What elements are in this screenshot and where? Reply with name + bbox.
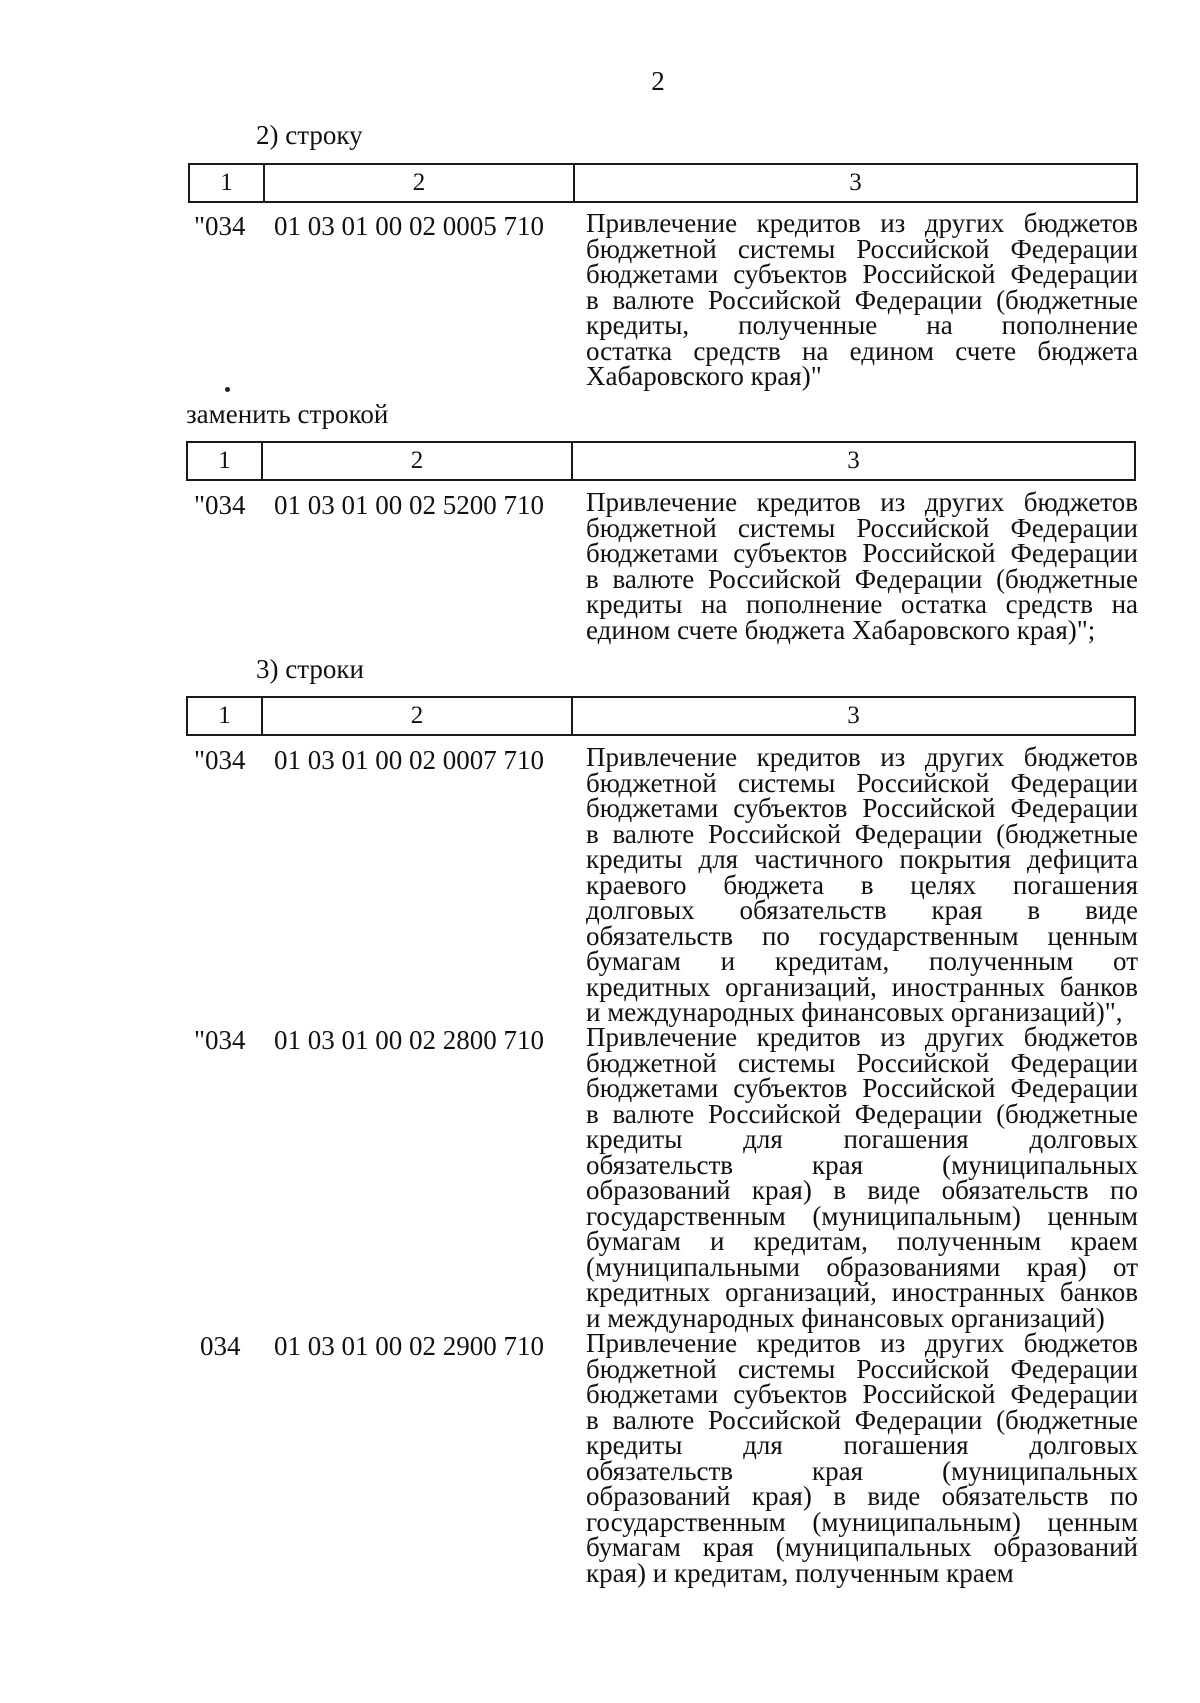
row-description [586,742,1138,1027]
description-line: Хабаровского края)" [586,361,822,391]
description-line: Привлечение кредитов из других бюджетов [586,208,1138,238]
header-col-3: 3 [571,443,1134,479]
description-line: долговых обязательств края в виде [586,895,1138,925]
header-col-3: 3 [571,698,1134,734]
description-line: краевого бюджета в целях погашения [586,869,1138,900]
section-3-intro: 3) строки [256,654,364,684]
description-line: едином счете бюджета Хабаровского края)"; [586,614,1096,645]
description-line: (муниципальными образованиями края) от [586,1251,1138,1282]
row-description [586,1328,1138,1588]
description-line: кредитных организаций, иностранных банков [586,1277,1138,1307]
row-kbk: 01 03 01 00 02 0005 710 [274,211,544,241]
description-line: бюджетами субъектов Российской Федерации [586,259,1138,289]
scan-dot [225,387,230,392]
header-col-2: 2 [263,165,573,201]
description-line: кредиты на пополнение остатка средств на [586,589,1138,619]
row-kbk: 01 03 01 00 02 0007 710 [274,745,544,775]
row-description [586,487,1138,645]
description-line: кредиты для погашения долговых [586,1124,1138,1154]
description-line: кредитных организаций, иностранных банков [586,971,1138,1002]
description-line: бюджетами субъектов Российской Федерации [586,1379,1138,1409]
row-kbk: 01 03 01 00 02 2900 710 [274,1331,544,1361]
description-line: обязательств по государственным ценным [586,920,1138,951]
description-line: Привлечение кредитов из других бюджетов [586,487,1138,517]
row-code: "034 [194,1025,246,1055]
description-line: остатка средств на едином счете бюджета [586,335,1138,366]
description-line: бумагам края (муниципальных образований [586,1532,1138,1562]
table-header-2 [186,441,1136,481]
description-line: обязательств края (муниципальных [586,1455,1138,1486]
description-line: бумагам и кредитам, полученным краем [586,1226,1138,1256]
header-col-1: 1 [220,169,233,196]
description-line: бюджетами субъектов Российской Федерации [586,538,1138,568]
section-2-intro: 2) строку [256,120,363,150]
row-kbk: 01 03 01 00 02 5200 710 [274,490,544,520]
description-line: Привлечение кредитов из других бюджетов [586,1022,1138,1052]
description-line: кредиты для частичного покрытия дефицита [586,844,1138,874]
description-line: образований края) в виде обязательств по [586,1175,1138,1205]
description-line: в валюте Российской Федерации (бюджетные [586,284,1138,315]
header-col-3: 3 [573,165,1136,201]
table-header-1 [188,163,1138,203]
description-line: в валюте Российской Федерации (бюджетные [586,563,1138,594]
description-line: государственным (муниципальным) ценным [586,1200,1138,1231]
table-header-3 [186,696,1136,736]
row-description [586,1022,1138,1333]
row-kbk: 01 03 01 00 02 2800 710 [274,1025,544,1055]
description-line: кредиты для погашения долговых [586,1430,1138,1460]
description-line: в валюте Российской Федерации (бюджетные [586,818,1138,849]
description-line: края) и кредитам, полученным краем [586,1557,1014,1588]
row-code: "034 [194,490,246,520]
description-line: бюджетной системы Российской Федерации [586,1353,1138,1384]
row-description [586,208,1138,391]
description-line: образований края) в виде обязательств по [586,1481,1138,1511]
description-line: бюджетами субъектов Российской Федерации [586,1073,1138,1103]
header-col-1: 1 [218,702,231,729]
description-line: бюджетной системы Российской Федерации [586,1047,1138,1078]
description-line: бумагам и кредитам, полученным от [586,946,1138,976]
header-col-1: 1 [218,447,231,474]
description-line: Привлечение кредитов из других бюджетов [586,1328,1138,1358]
description-line: бюджетной системы Российской Федерации [586,767,1138,798]
description-line: в валюте Российской Федерации (бюджетные [586,1098,1138,1129]
page-number: 2 [651,66,665,96]
description-line: и международных финансовых организаций) [586,1302,1105,1333]
row-code: "034 [194,211,246,241]
description-line: бюджетной системы Российской Федерации [586,512,1138,543]
description-line: и международных финансовых организаций)", [586,997,1123,1027]
row-code: 034 [200,1331,241,1361]
row-code: "034 [194,745,246,775]
description-line: Привлечение кредитов из других бюджетов [586,742,1138,772]
description-line: государственным (муниципальным) ценным [586,1506,1138,1537]
header-col-2: 2 [261,443,571,479]
description-line: бюджетной системы Российской Федерации [586,233,1138,264]
description-line: бюджетами субъектов Российской Федерации [586,793,1138,823]
description-line: обязательств края (муниципальных [586,1149,1138,1180]
description-line: кредиты, полученные на пополнение [586,310,1138,340]
replace-text: заменить строкой [186,399,389,429]
header-col-2: 2 [261,698,571,734]
description-line: в валюте Российской Федерации (бюджетные [586,1404,1138,1435]
